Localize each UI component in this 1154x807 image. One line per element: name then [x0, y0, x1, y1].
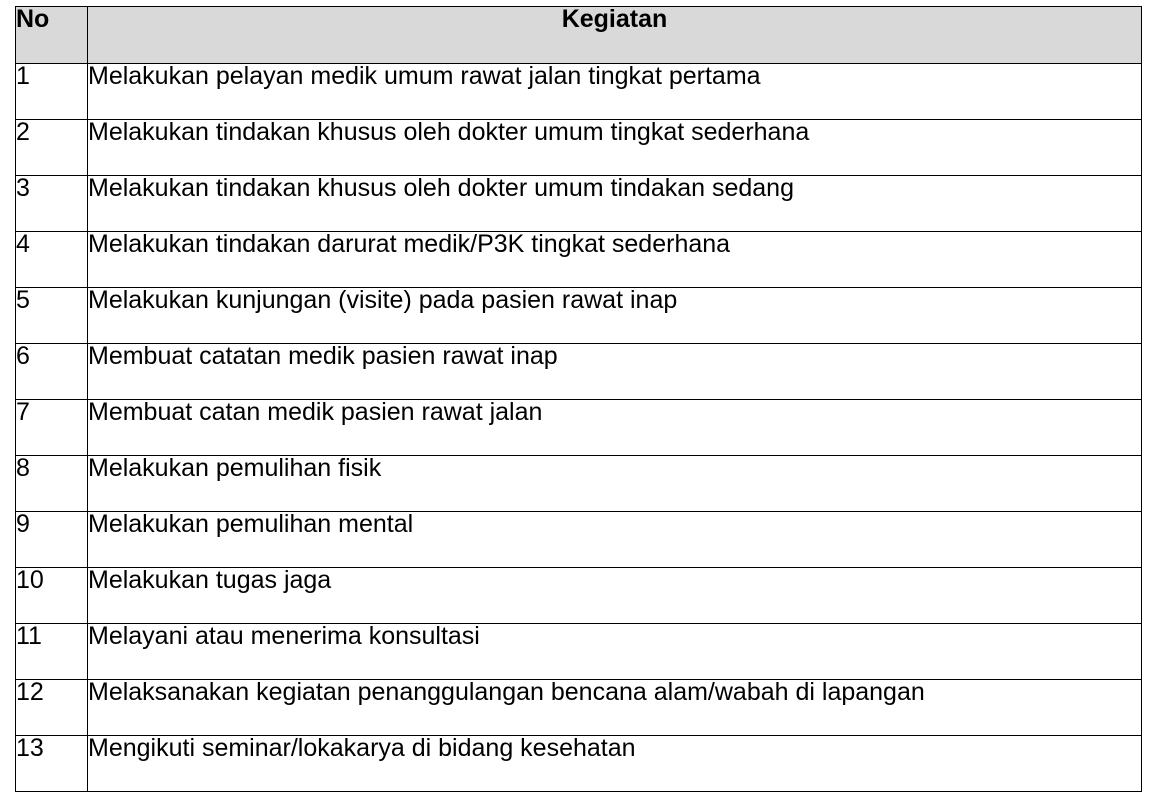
- table-header: [16, 7, 1142, 64]
- header-kegiatan: Kegiatan: [88, 7, 1142, 64]
- header-no: No: [16, 7, 88, 64]
- row-number: 2: [16, 120, 88, 176]
- table-row: [16, 400, 1142, 456]
- row-kegiatan: Membuat catan medik pasien rawat jalan: [88, 400, 1142, 456]
- row-kegiatan: Melakukan pemulihan fisik: [88, 456, 1142, 512]
- activity-table: [15, 6, 1142, 792]
- table-body: [16, 64, 1142, 792]
- row-kegiatan: Mengikuti seminar/lokakarya di bidang kesehatan: [88, 736, 1142, 792]
- row-kegiatan: Melakukan pelayan medik umum rawat jalan tingkat pertama: [88, 64, 1142, 120]
- row-number: 4: [16, 232, 88, 288]
- row-kegiatan: Membuat catatan medik pasien rawat inap: [88, 344, 1142, 400]
- table-row: [16, 288, 1142, 344]
- row-number: 7: [16, 400, 88, 456]
- row-number: 10: [16, 568, 88, 624]
- table-row: [16, 120, 1142, 176]
- row-kegiatan: Melakukan tindakan khusus oleh dokter umum tingkat sederhana: [88, 120, 1142, 176]
- row-number: 8: [16, 456, 88, 512]
- row-number: 5: [16, 288, 88, 344]
- row-number: 9: [16, 512, 88, 568]
- row-number: 1: [16, 64, 88, 120]
- table-row: [16, 736, 1142, 792]
- row-number: 11: [16, 624, 88, 680]
- table-row: [16, 232, 1142, 288]
- header-row: [16, 7, 1142, 64]
- table-row: [16, 680, 1142, 736]
- row-number: 6: [16, 344, 88, 400]
- row-kegiatan: Melakukan kunjungan (visite) pada pasien rawat inap: [88, 288, 1142, 344]
- table-row: [16, 512, 1142, 568]
- row-kegiatan: Melakukan tindakan darurat medik/P3K tingkat sederhana: [88, 232, 1142, 288]
- row-kegiatan: Melakukan tindakan khusus oleh dokter umum tindakan sedang: [88, 176, 1142, 232]
- row-kegiatan: Melaksanakan kegiatan penanggulangan bencana alam/wabah di lapangan: [88, 680, 1142, 736]
- row-kegiatan: Melayani atau menerima konsultasi: [88, 624, 1142, 680]
- row-kegiatan: Melakukan pemulihan mental: [88, 512, 1142, 568]
- row-number: 13: [16, 736, 88, 792]
- table-row: [16, 344, 1142, 400]
- table-row: [16, 456, 1142, 512]
- row-kegiatan: Melakukan tugas jaga: [88, 568, 1142, 624]
- table-row: [16, 624, 1142, 680]
- row-number: 12: [16, 680, 88, 736]
- table-row: [16, 176, 1142, 232]
- row-number: 3: [16, 176, 88, 232]
- table-row: [16, 568, 1142, 624]
- table-row: [16, 64, 1142, 120]
